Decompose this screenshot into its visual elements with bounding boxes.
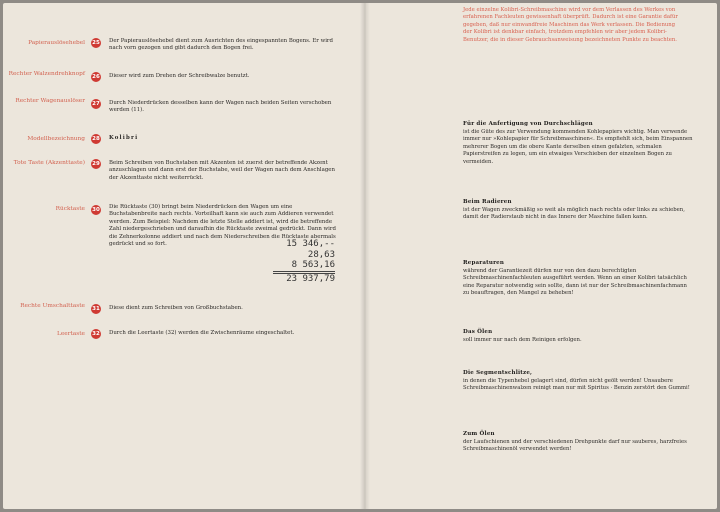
entry-number-badge: 31 (92, 306, 100, 312)
entry-label: Modellbezeichnung (27, 136, 85, 142)
entry-number-badge: 25 (92, 40, 100, 46)
section-rail-oiling (463, 431, 693, 454)
calc-line: 15 346,-- (286, 239, 335, 249)
entry-text: Diese dient zum Schreiben von Großbuchstaben. (109, 305, 243, 311)
section-oiling (463, 329, 693, 344)
section-segment-slots (463, 370, 693, 393)
entry-label: Leertaste (56, 331, 85, 337)
entry-number-badge: 32 (92, 331, 100, 337)
entry-label: Tote Taste (Akzenttaste) (13, 160, 85, 166)
section-body: soll immer nur nach dem Reinigen erfolgen. (463, 336, 582, 343)
book-gutter (360, 3, 370, 509)
calc-line: 8 563,16 (273, 260, 335, 272)
quality-note: Jede einzelne Kolibri-Schreibmaschine wird vor dem Verlassen des Werkes von erfahrenen Fachleuten gewissenhaft überprüft. Dadurch ist eine Garantie dafür gegeben, daß nur einwandfreie Maschinen das Werk verlassen. Die Bedienung der Kolibri ist denkbar einfach, trotzdem empfehlen wir aber jedem Kolibri-Benutzer, die in dieser Gebrauchsanweisung bezeichneten Punkte zu beachten. (463, 7, 678, 43)
section-heading: Die Segmentschlitze, (463, 370, 533, 376)
entry-label: Rechte Umschalttaste (20, 303, 85, 309)
left-page (3, 3, 361, 509)
section-heading: Zum Ölen (463, 431, 495, 437)
calc-line: 28,63 (307, 249, 335, 260)
entry-number-badge: 27 (92, 101, 100, 107)
entry-text: Die Rücktaste (30) bringt beim Niederdrücken den Wagen um eine Buchstabenbreite nach rechts. Vorteilhaft kann sie auch zum Addieren verwendet werden. Zum Beispiel: Nachdem die letzte Stelle addiert ist, wird die betreffende Zahl niedergeschrieben und daraufhin die Rücktaste zweimal gedrückt. Dann wird die Zehnerkolonne addiert und nach dem Niederschreiben die Rücktaste abermals gedrückt und so fort. (109, 204, 336, 248)
section-erasing (463, 199, 693, 222)
section-heading: Für die Anfertigung von Durchschlägen (463, 121, 593, 127)
entry-label: Rechter Walzendrehknopf (8, 71, 85, 77)
entry-label: Papierauslösehebel (28, 40, 85, 46)
section-body: ist der Wagen zweckmäßig so weit als möglich nach rechts oder links zu schieben, damit der Radierstaub nicht in das Innere der Maschine fallen kann. (463, 206, 685, 221)
section-heading: Reparaturen (463, 260, 505, 266)
section-heading: Das Ölen (463, 329, 493, 335)
entry-number-badge: 30 (92, 207, 100, 213)
section-body: ist die Güte des zur Verwendung kommenden Kohlepapiers wichtig. Man verwende immer nur »Kohlepapier für Schreibmaschinen«. Es empfiehlt sich, beim Einspannen mehrerer Bogen um die obere Kante derselben einen gefalzten, schmalen Papierstreifen zu legen, um ein etwaiges Verschieben der einzelnen Bogen zu vermeiden. (463, 128, 693, 165)
entry-text: Kolibri (109, 135, 139, 141)
section-body: der Laufschienen und der verschiedenen Drehpunkte darf nur sauberes, harzfreies Schreibmaschinenöl verwendet werden! (463, 438, 687, 453)
entry-number-badge: 28 (92, 136, 100, 142)
entry-text: Der Papierauslösehebel dient zum Ausrichten des eingespannten Bogens. Er wird nach vorn gezogen und gibt dadurch den Bogen frei. (109, 38, 333, 52)
entry-text: Durch Niederdrücken desselben kann der Wagen nach beiden Seiten verschoben werden (11). (109, 100, 332, 114)
entry-label: Rechter Wagenauslöser (15, 98, 85, 104)
addition-example (273, 239, 335, 284)
entry-text: Durch die Leertaste (32) werden die Zwischenräume eingeschaltet. (109, 330, 295, 336)
entry-text: Dieser wird zum Drehen der Schreibwalze benutzt. (109, 73, 250, 79)
entry-number-badge: 29 (92, 161, 100, 167)
section-repairs (463, 260, 693, 298)
entry-label: Rücktaste (55, 206, 85, 212)
right-page (371, 3, 717, 509)
entry-number-badge: 26 (92, 74, 100, 80)
section-heading: Beim Radieren (463, 199, 512, 205)
entry-text: Beim Schreiben von Buchstaben mit Akzenten ist zuerst der betreffende Akzent anzuschlagen und dann erst der Buchstabe, weil der Wagen nach dem Anschlagen der Akzenttaste nicht weiterrückt. (109, 160, 335, 181)
section-carbon-copies (463, 121, 693, 167)
open-booklet-spread (3, 3, 717, 509)
section-body: während der Garantiezeit dürfen nur von den dazu berechtigten Schreibmaschinenfachleuten ausgeführt werden. Wenn an einer Kolibri tatsächlich eine Reparatur notwendig sein sollte, dann ist nur der Schreibmaschinenfachmann zu beauftragen, den Mangel zu beheben! (463, 267, 687, 297)
calc-total: 23 937,79 (273, 273, 335, 285)
section-body: in denen die Typenhebel gelagert sind, dürfen nicht geölt werden! Unsaubere Schreibmaschinenwalzen reinigt man nur mit Spiritus · Benzin zerstört den Gummi! (463, 377, 690, 392)
